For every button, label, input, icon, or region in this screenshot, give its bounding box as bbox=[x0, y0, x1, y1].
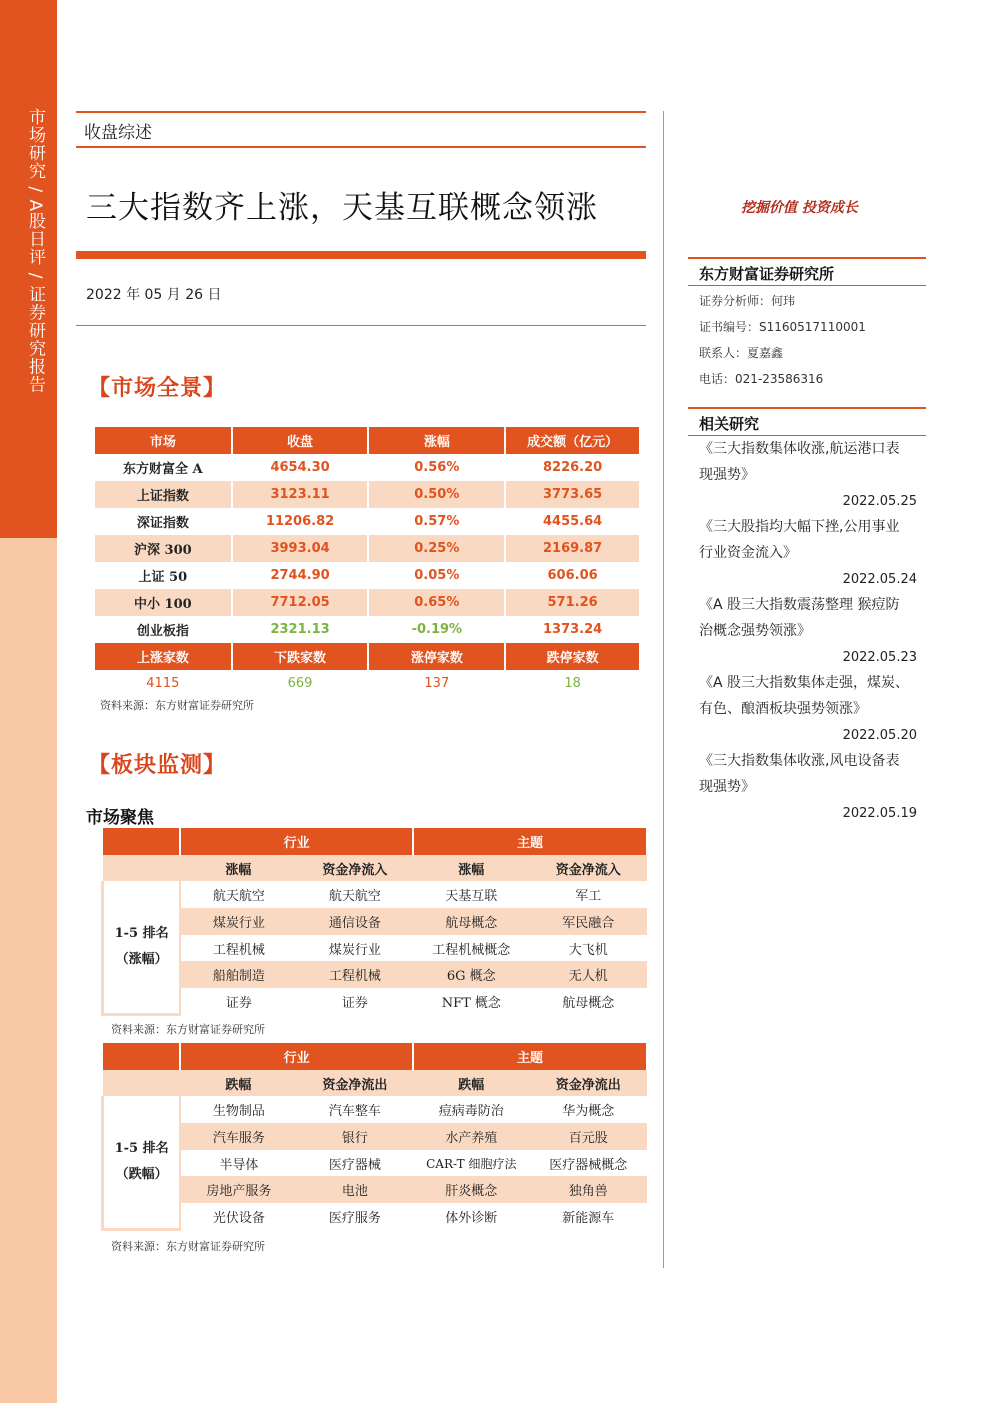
rank-label: 1-5 排名 bbox=[114, 926, 169, 942]
index-close: 11206.82 bbox=[232, 508, 369, 535]
column-header: 上涨家数 bbox=[95, 643, 232, 670]
rank-side-label bbox=[103, 1096, 181, 1229]
table-cell: 医疗器械 bbox=[328, 1157, 381, 1173]
related-report-title-line: 《A 股三大指数集体走强，煤炭、 bbox=[699, 675, 910, 691]
index-name: 沪深 300 bbox=[95, 535, 232, 562]
table-cell: 百元股 bbox=[530, 1123, 647, 1150]
limit-up-count: 137 bbox=[368, 670, 505, 697]
related-report-title-line: 行业资金流入》 bbox=[699, 545, 797, 561]
sidebar-category-text: 市场研究 / A股日评 / 证券研究报告 bbox=[25, 108, 45, 394]
header-top-rule bbox=[76, 111, 646, 113]
table-cell: 通信设备 bbox=[297, 908, 413, 935]
related-report-date: 2022.05.20 bbox=[842, 728, 917, 743]
related-report-title-line: 《三大股指均大幅下挫,公用事业 bbox=[699, 519, 900, 535]
table-cell: 体外诊断 bbox=[445, 1210, 498, 1226]
index-change: 0.25% bbox=[368, 535, 505, 562]
table-cell: 证券 bbox=[341, 995, 368, 1011]
related-report-title-line: 现强势》 bbox=[699, 467, 755, 483]
sector-monitor-title: 【板块监测】 bbox=[88, 752, 227, 778]
table-cell: 天基互联 bbox=[445, 889, 498, 905]
table-cell: 6G 概念 bbox=[413, 961, 530, 988]
table-cell: 新能源车 bbox=[562, 1210, 615, 1226]
index-name: 中小 100 bbox=[95, 589, 232, 616]
index-close: 4654.30 bbox=[232, 454, 369, 481]
column-header: 资金净流出 bbox=[297, 1070, 413, 1097]
table-cell: 煤炭行业 bbox=[180, 908, 296, 935]
index-turnover: 8226.20 bbox=[505, 454, 640, 481]
related-report-link[interactable] bbox=[699, 436, 921, 488]
table-cell: 医疗服务 bbox=[328, 1210, 381, 1226]
related-report-title-line: 治概念强势领涨》 bbox=[699, 623, 811, 639]
related-report-date: 2022.05.23 bbox=[842, 650, 917, 665]
table-header-row bbox=[103, 1070, 648, 1097]
column-header: 涨幅 bbox=[413, 855, 530, 882]
table-row bbox=[103, 988, 648, 1015]
rank-side-label bbox=[103, 881, 181, 1014]
sector-losers-table bbox=[101, 1043, 648, 1231]
table-cell: 工程机械 bbox=[212, 942, 265, 958]
group-industry: 行业 bbox=[180, 1043, 413, 1070]
institute-header bbox=[688, 257, 926, 286]
table-cell: 无人机 bbox=[530, 961, 647, 988]
index-change: -0.19% bbox=[368, 616, 505, 643]
related-report-date: 2022.05.25 bbox=[842, 494, 917, 509]
column-header: 跌幅 bbox=[180, 1070, 296, 1097]
table-cell: 光伏设备 bbox=[212, 1210, 265, 1226]
index-turnover: 4455.64 bbox=[505, 508, 640, 535]
table-cell: 肝炎概念 bbox=[413, 1176, 530, 1203]
limit-down-count: 18 bbox=[505, 670, 640, 697]
related-report-title-line: 现强势》 bbox=[699, 779, 755, 795]
index-change: 0.65% bbox=[368, 589, 505, 616]
column-header: 跌幅 bbox=[413, 1070, 530, 1097]
table-cell: 工程机械概念 bbox=[432, 942, 511, 958]
blank-cell bbox=[103, 855, 181, 882]
index-close: 3123.11 bbox=[232, 481, 369, 508]
index-name: 创业板指 bbox=[95, 616, 232, 643]
related-research-header bbox=[688, 407, 926, 436]
table-cell: 华为概念 bbox=[562, 1104, 615, 1120]
table-cell: 大飞机 bbox=[568, 942, 608, 958]
sector-gainers-table bbox=[101, 828, 648, 1016]
index-close: 2744.90 bbox=[232, 562, 369, 589]
column-header: 成交额（亿元） bbox=[505, 427, 640, 454]
blank-cell bbox=[103, 1070, 181, 1097]
sidebar-stripe-light bbox=[0, 538, 57, 1403]
table-header-row bbox=[95, 427, 640, 454]
source-note: 资料来源：东方财富证券研究所 bbox=[111, 1240, 265, 1253]
related-report-title-line: 《三大指数集体收涨,航运港口表 bbox=[699, 441, 900, 457]
index-change: 0.57% bbox=[368, 508, 505, 535]
analyst-info: 证券分析师：何玮 bbox=[699, 294, 796, 308]
index-turnover: 1373.24 bbox=[505, 616, 640, 643]
license-info: 证书编号：S1160517110001 bbox=[699, 320, 866, 334]
slogan: 挖掘价值 投资成长 bbox=[741, 200, 858, 216]
index-change: 0.05% bbox=[368, 562, 505, 589]
related-report-link[interactable] bbox=[699, 592, 921, 644]
table-cell: 生物制品 bbox=[212, 1104, 265, 1120]
related-research-title: 相关研究 bbox=[699, 415, 760, 433]
index-turnover: 571.26 bbox=[505, 589, 640, 616]
table-row bbox=[95, 535, 640, 562]
table-row bbox=[95, 670, 640, 697]
table-row bbox=[103, 1203, 648, 1230]
column-header: 涨幅 bbox=[180, 855, 296, 882]
table-cell: CAR-T 细胞疗法 bbox=[426, 1156, 517, 1171]
index-name: 上证 50 bbox=[95, 562, 232, 589]
group-theme: 主题 bbox=[413, 828, 647, 855]
table-cell: 房地产服务 bbox=[180, 1176, 296, 1203]
institute-name: 东方财富证券研究所 bbox=[699, 265, 835, 283]
related-report-title-line: 有色、酿酒板块强势领涨》 bbox=[699, 701, 867, 717]
contact-info: 联系人：夏嘉鑫 bbox=[699, 346, 784, 360]
date-rule bbox=[76, 325, 646, 326]
related-report-link[interactable] bbox=[699, 670, 921, 722]
table-cell: 银行 bbox=[297, 1123, 413, 1150]
table-header-row bbox=[95, 643, 640, 670]
column-header: 涨停家数 bbox=[368, 643, 505, 670]
table-group-row bbox=[103, 1043, 648, 1070]
column-header: 市场 bbox=[95, 427, 232, 454]
market-overview-title: 【市场全景】 bbox=[88, 375, 227, 401]
table-row bbox=[95, 481, 640, 508]
table-cell: 医疗器械概念 bbox=[549, 1157, 628, 1173]
column-header: 资金净流出 bbox=[530, 1070, 647, 1097]
index-close: 7712.05 bbox=[232, 589, 369, 616]
table-cell: 船舶制造 bbox=[180, 961, 296, 988]
table-row bbox=[103, 881, 648, 908]
related-report-title-line: 《三大指数集体收涨,风电设备表 bbox=[699, 753, 900, 769]
table-cell: NFT 概念 bbox=[441, 995, 501, 1011]
column-header: 收盘 bbox=[232, 427, 369, 454]
index-turnover: 2169.87 bbox=[505, 535, 640, 562]
column-header: 资金净流入 bbox=[530, 855, 647, 882]
section-label: 收盘综述 bbox=[84, 123, 152, 143]
table-row bbox=[103, 908, 648, 935]
column-divider bbox=[663, 111, 664, 1268]
related-report-link[interactable] bbox=[699, 748, 921, 800]
related-report-link[interactable] bbox=[699, 514, 921, 566]
table-cell: 航天航空 bbox=[328, 889, 381, 905]
table-group-row bbox=[103, 828, 648, 855]
rank-label: 1-5 排名 bbox=[114, 1141, 169, 1157]
table-row bbox=[103, 961, 648, 988]
table-cell: 独角兽 bbox=[530, 1176, 647, 1203]
table-row bbox=[95, 562, 640, 589]
related-report-date: 2022.05.19 bbox=[842, 806, 917, 821]
index-turnover: 3773.65 bbox=[505, 481, 640, 508]
blank-cell bbox=[103, 828, 181, 855]
title-thick-rule bbox=[76, 251, 646, 259]
table-row bbox=[103, 1150, 648, 1177]
rank-type-label: （跌幅） bbox=[115, 1167, 168, 1183]
table-cell: 煤炭行业 bbox=[328, 942, 381, 958]
table-row bbox=[95, 589, 640, 616]
market-focus-subtitle: 市场聚焦 bbox=[86, 808, 154, 828]
table-row bbox=[103, 1123, 648, 1150]
table-cell: 航母概念 bbox=[413, 908, 530, 935]
table-cell: 工程机械 bbox=[297, 961, 413, 988]
related-report-date: 2022.05.24 bbox=[842, 572, 917, 587]
table-cell: 军民融合 bbox=[530, 908, 647, 935]
table-cell: 航天航空 bbox=[212, 889, 265, 905]
phone-info: 电话：021-23586316 bbox=[699, 372, 824, 386]
index-name: 深证指数 bbox=[95, 508, 232, 535]
table-header-row bbox=[103, 855, 648, 882]
rank-type-label: （涨幅） bbox=[115, 952, 168, 968]
column-header: 资金净流入 bbox=[297, 855, 413, 882]
table-cell: 军工 bbox=[575, 889, 602, 905]
table-cell: 痘病毒防治 bbox=[438, 1104, 504, 1120]
column-header: 涨幅 bbox=[368, 427, 505, 454]
index-close: 3993.04 bbox=[232, 535, 369, 562]
table-row bbox=[95, 454, 640, 481]
source-note: 资料来源：东方财富证券研究所 bbox=[111, 1023, 265, 1036]
index-change: 0.50% bbox=[368, 481, 505, 508]
table-cell: 水产养殖 bbox=[413, 1123, 530, 1150]
table-cell: 证券 bbox=[225, 995, 252, 1011]
table-row bbox=[103, 1176, 648, 1203]
market-overview-table bbox=[95, 427, 641, 697]
source-note: 资料来源：东方财富证券研究所 bbox=[100, 699, 254, 712]
table-cell: 航母概念 bbox=[562, 995, 615, 1011]
column-header: 跌停家数 bbox=[505, 643, 640, 670]
column-header: 下跌家数 bbox=[232, 643, 369, 670]
decliners-count: 669 bbox=[232, 670, 369, 697]
page-title: 三大指数齐上涨，天基互联概念领涨 bbox=[86, 190, 598, 226]
table-row bbox=[103, 1096, 648, 1123]
index-change: 0.56% bbox=[368, 454, 505, 481]
report-date: 2022 年 05 月 26 日 bbox=[86, 287, 222, 303]
table-row bbox=[103, 935, 648, 962]
index-name: 上证指数 bbox=[95, 481, 232, 508]
table-row bbox=[95, 508, 640, 535]
index-turnover: 606.06 bbox=[505, 562, 640, 589]
table-cell: 电池 bbox=[297, 1176, 413, 1203]
blank-cell bbox=[103, 1043, 181, 1070]
table-row bbox=[95, 616, 640, 643]
advancers-count: 4115 bbox=[95, 670, 232, 697]
table-cell: 汽车整车 bbox=[328, 1104, 381, 1120]
group-theme: 主题 bbox=[413, 1043, 647, 1070]
group-industry: 行业 bbox=[180, 828, 413, 855]
header-label-rule bbox=[76, 146, 646, 148]
table-cell: 半导体 bbox=[219, 1157, 259, 1173]
index-name: 东方财富全 A bbox=[95, 454, 232, 481]
table-cell: 汽车服务 bbox=[180, 1123, 296, 1150]
index-close: 2321.13 bbox=[232, 616, 369, 643]
related-report-title-line: 《A 股三大指数震荡整理 猴痘防 bbox=[699, 597, 900, 613]
